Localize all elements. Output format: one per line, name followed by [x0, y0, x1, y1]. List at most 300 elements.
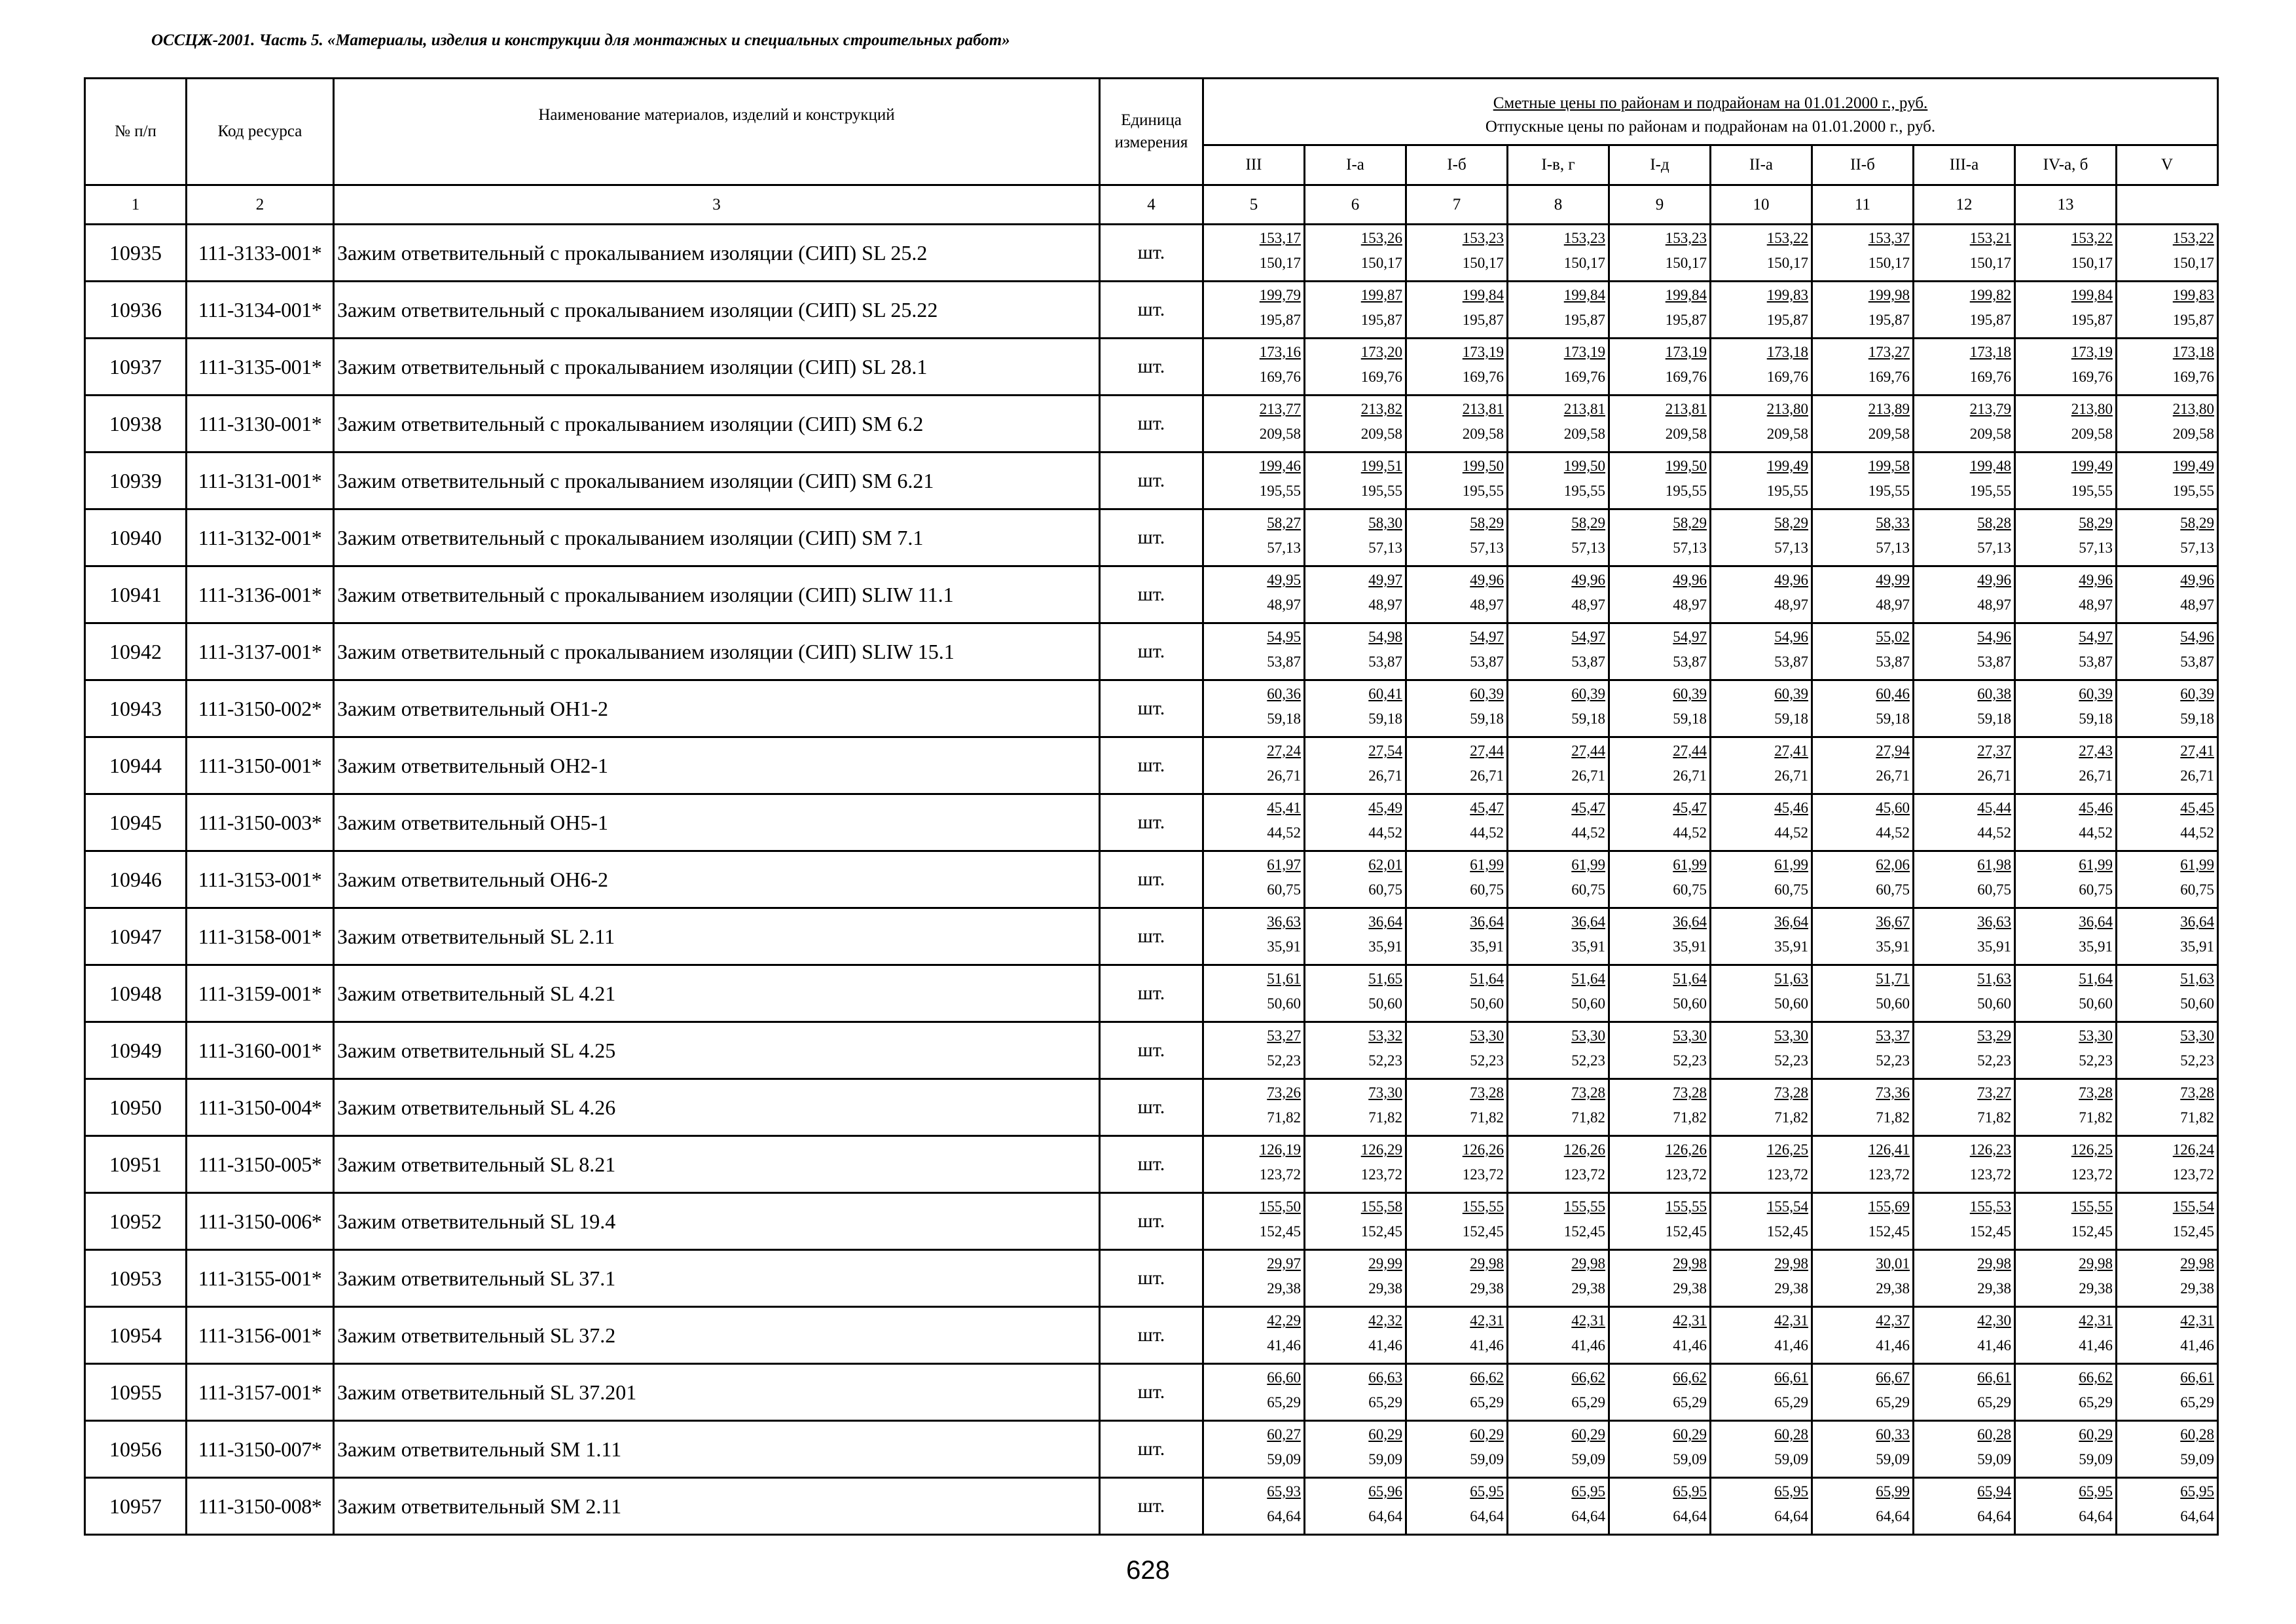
material-name: Зажим ответвительный SL 4.21 — [334, 965, 1100, 1022]
estimated-price: 27,44 — [1673, 743, 1707, 759]
price-cell — [1508, 623, 1609, 680]
price-cell — [1305, 339, 1406, 396]
price-cell — [2117, 965, 2218, 1022]
estimated-price: 29,98 — [1673, 1255, 1707, 1272]
release-price: 26,71 — [1673, 767, 1707, 784]
estimated-price: 45,45 — [2180, 800, 2215, 816]
release-price: 169,76 — [1969, 369, 2011, 385]
estimated-price: 42,31 — [1673, 1312, 1707, 1329]
release-price: 26,71 — [1977, 767, 2011, 784]
price-cell — [1406, 851, 1508, 908]
estimated-price: 155,53 — [1969, 1198, 2011, 1215]
resource-code: 111-3159-001* — [187, 965, 334, 1022]
estimated-price: 62,01 — [1368, 857, 1402, 873]
release-price: 64,64 — [1368, 1508, 1402, 1524]
estimated-price: 199,98 — [1868, 287, 1910, 303]
release-price: 195,87 — [2172, 312, 2215, 328]
unit: шт. — [1100, 1307, 1203, 1364]
release-price: 59,09 — [1977, 1451, 2011, 1467]
price-cell — [1203, 1307, 1305, 1364]
estimated-price: 60,39 — [1571, 686, 1605, 702]
estimated-price: 27,43 — [2079, 743, 2113, 759]
release-price: 41,46 — [2180, 1337, 2215, 1354]
header-prices-release: Отпускные цены по районам и подрайонам на 01.01.2000 г., руб. — [1485, 117, 1936, 136]
estimated-price: 45,46 — [2079, 800, 2113, 816]
release-price: 152,45 — [1766, 1223, 1808, 1240]
unit: шт. — [1100, 339, 1203, 396]
table-row — [85, 1307, 2218, 1364]
region-header: IV-а, б — [2015, 145, 2117, 185]
price-cell — [2117, 680, 2218, 737]
price-cell — [2117, 1136, 2218, 1193]
release-price: 169,76 — [1766, 369, 1808, 385]
unit: шт. — [1100, 1193, 1203, 1250]
release-price: 65,29 — [1673, 1394, 1707, 1411]
estimated-price: 45,47 — [1571, 800, 1605, 816]
price-cell — [1305, 1250, 1406, 1307]
release-price: 123,72 — [1563, 1166, 1605, 1183]
estimated-price: 65,95 — [1673, 1483, 1707, 1500]
price-cell — [1406, 282, 1508, 339]
price-cell — [1812, 282, 1914, 339]
release-price: 71,82 — [1470, 1109, 1504, 1126]
release-price: 60,75 — [1368, 881, 1402, 898]
price-cell — [2117, 851, 2218, 908]
price-cell — [1609, 1022, 1711, 1079]
unit: шт. — [1100, 1421, 1203, 1478]
price-cell — [1609, 1193, 1711, 1250]
estimated-price: 65,95 — [1571, 1483, 1605, 1500]
row-number: 10951 — [85, 1136, 187, 1193]
estimated-price: 55,02 — [1876, 629, 1910, 645]
price-cell — [2015, 566, 2117, 623]
price-cell — [1406, 452, 1508, 509]
estimated-price: 51,63 — [1774, 970, 1808, 987]
table-row — [85, 1136, 2218, 1193]
price-cell — [1203, 680, 1305, 737]
estimated-price: 53,37 — [1876, 1027, 1910, 1044]
estimated-price: 42,31 — [2079, 1312, 2113, 1329]
price-cell — [1203, 282, 1305, 339]
release-price: 48,97 — [1876, 597, 1910, 613]
release-price: 59,09 — [2180, 1451, 2215, 1467]
release-price: 59,18 — [2180, 710, 2215, 727]
release-price: 152,45 — [1969, 1223, 2011, 1240]
release-price: 35,91 — [1470, 938, 1504, 955]
price-cell — [1812, 225, 1914, 282]
estimated-price: 199,83 — [1766, 287, 1808, 303]
release-price: 152,45 — [1665, 1223, 1707, 1240]
price-cell — [1508, 908, 1609, 965]
release-price: 29,38 — [1470, 1280, 1504, 1297]
estimated-price: 199,84 — [1462, 287, 1504, 303]
estimated-price: 153,23 — [1665, 230, 1707, 246]
price-cell — [2117, 339, 2218, 396]
release-price: 71,82 — [1267, 1109, 1301, 1126]
region-header: II-а — [1711, 145, 1812, 185]
release-price: 29,38 — [1977, 1280, 2011, 1297]
price-cell — [2015, 908, 2117, 965]
unit: шт. — [1100, 566, 1203, 623]
release-price: 52,23 — [1470, 1052, 1504, 1069]
resource-code: 111-3150-006* — [187, 1193, 334, 1250]
estimated-price: 73,28 — [1470, 1084, 1504, 1101]
estimated-price: 199,49 — [1766, 458, 1808, 474]
price-cell — [1711, 1022, 1812, 1079]
row-number: 10950 — [85, 1079, 187, 1136]
material-name: Зажим ответвительный SL 8.21 — [334, 1136, 1100, 1193]
estimated-price: 126,29 — [1360, 1141, 1402, 1158]
release-price: 150,17 — [2071, 255, 2113, 271]
estimated-price: 36,64 — [1368, 913, 1402, 930]
material-name: Зажим ответвительный SM 2.11 — [334, 1478, 1100, 1535]
price-cell — [1812, 737, 1914, 794]
price-cell — [1203, 509, 1305, 566]
price-cell — [1711, 566, 1812, 623]
price-cell — [2015, 396, 2117, 452]
release-price: 150,17 — [1665, 255, 1707, 271]
price-cell — [1305, 452, 1406, 509]
release-price: 29,38 — [1368, 1280, 1402, 1297]
release-price: 123,72 — [2071, 1166, 2113, 1183]
estimated-price: 49,96 — [1774, 572, 1808, 588]
release-price: 50,60 — [1571, 995, 1605, 1012]
resource-code: 111-3150-008* — [187, 1478, 334, 1535]
material-name: Зажим ответвительный SM 1.11 — [334, 1421, 1100, 1478]
row-number: 10940 — [85, 509, 187, 566]
column-number: 9 — [1609, 185, 1711, 225]
column-number: 6 — [1305, 185, 1406, 225]
row-number: 10954 — [85, 1307, 187, 1364]
estimated-price: 60,41 — [1368, 686, 1402, 702]
estimated-price: 58,29 — [2079, 515, 2113, 531]
estimated-price: 173,20 — [1360, 344, 1402, 360]
release-price: 59,18 — [1368, 710, 1402, 727]
material-name: Зажим ответвительный SL 4.26 — [334, 1079, 1100, 1136]
price-cell — [1406, 737, 1508, 794]
table-row — [85, 225, 2218, 282]
estimated-price: 29,98 — [1774, 1255, 1808, 1272]
estimated-price: 65,95 — [1774, 1483, 1808, 1500]
release-price: 169,76 — [2071, 369, 2113, 385]
estimated-price: 66,62 — [1571, 1369, 1605, 1386]
unit: шт. — [1100, 1022, 1203, 1079]
release-price: 64,64 — [1267, 1508, 1301, 1524]
price-cell — [2117, 794, 2218, 851]
release-price: 64,64 — [1470, 1508, 1504, 1524]
price-cell — [2015, 1307, 2117, 1364]
estimated-price: 73,28 — [2180, 1084, 2215, 1101]
release-price: 152,45 — [1868, 1223, 1910, 1240]
material-name: Зажим ответвительный SL 37.1 — [334, 1250, 1100, 1307]
estimated-price: 27,54 — [1368, 743, 1402, 759]
estimated-price: 54,97 — [2079, 629, 2113, 645]
estimated-price: 60,28 — [2180, 1426, 2215, 1443]
release-price: 59,18 — [1977, 710, 2011, 727]
estimated-price: 49,99 — [1876, 572, 1910, 588]
estimated-price: 153,37 — [1868, 230, 1910, 246]
unit: шт. — [1100, 851, 1203, 908]
price-cell — [1508, 1250, 1609, 1307]
unit: шт. — [1100, 1478, 1203, 1535]
estimated-price: 53,27 — [1267, 1027, 1301, 1044]
resource-code: 111-3157-001* — [187, 1364, 334, 1421]
header-unit: Единица измерения — [1100, 79, 1203, 185]
price-cell — [1812, 1250, 1914, 1307]
estimated-price: 60,39 — [2180, 686, 2215, 702]
price-cell — [1609, 396, 1711, 452]
price-table — [84, 77, 2219, 1536]
release-price: 169,76 — [1462, 369, 1504, 385]
release-price: 150,17 — [1766, 255, 1808, 271]
price-cell — [1508, 1136, 1609, 1193]
price-cell — [1609, 225, 1711, 282]
region-header: I-д — [1609, 145, 1711, 185]
release-price: 44,52 — [1571, 824, 1605, 841]
estimated-price: 153,22 — [2172, 230, 2215, 246]
estimated-price: 36,64 — [1470, 913, 1504, 930]
price-cell — [1305, 1307, 1406, 1364]
table-row — [85, 452, 2218, 509]
price-cell — [1508, 737, 1609, 794]
estimated-price: 49,96 — [1673, 572, 1707, 588]
estimated-price: 27,44 — [1470, 743, 1504, 759]
resource-code: 111-3150-005* — [187, 1136, 334, 1193]
price-cell — [1508, 566, 1609, 623]
price-cell — [1914, 1478, 2015, 1535]
release-price: 57,13 — [1774, 540, 1808, 556]
release-price: 53,87 — [1774, 654, 1808, 670]
release-price: 195,55 — [2172, 483, 2215, 499]
price-cell — [1609, 794, 1711, 851]
estimated-price: 29,98 — [2079, 1255, 2113, 1272]
row-number: 10938 — [85, 396, 187, 452]
release-price: 48,97 — [1977, 597, 2011, 613]
estimated-price: 42,31 — [1571, 1312, 1605, 1329]
release-price: 195,87 — [1259, 312, 1301, 328]
release-price: 169,76 — [1868, 369, 1910, 385]
estimated-price: 45,47 — [1470, 800, 1504, 816]
release-price: 48,97 — [1571, 597, 1605, 613]
release-price: 29,38 — [2180, 1280, 2215, 1297]
estimated-price: 53,30 — [2180, 1027, 2215, 1044]
release-price: 64,64 — [1977, 1508, 2011, 1524]
estimated-price: 58,27 — [1267, 515, 1301, 531]
price-cell — [1914, 908, 2015, 965]
estimated-price: 61,97 — [1267, 857, 1301, 873]
release-price: 64,64 — [1571, 1508, 1605, 1524]
estimated-price: 126,19 — [1259, 1141, 1301, 1158]
material-name: Зажим ответвительный с прокалыванием изоляции (СИП) SL 28.1 — [334, 339, 1100, 396]
estimated-price: 155,54 — [2172, 1198, 2215, 1215]
release-price: 44,52 — [1673, 824, 1707, 841]
table-row — [85, 680, 2218, 737]
unit: шт. — [1100, 1136, 1203, 1193]
release-price: 59,18 — [1267, 710, 1301, 727]
estimated-price: 153,23 — [1462, 230, 1504, 246]
release-price: 52,23 — [1977, 1052, 2011, 1069]
table-row — [85, 566, 2218, 623]
price-cell — [1914, 623, 2015, 680]
resource-code: 111-3155-001* — [187, 1250, 334, 1307]
estimated-price: 58,28 — [1977, 515, 2011, 531]
price-cell — [1508, 1364, 1609, 1421]
release-price: 41,46 — [1774, 1337, 1808, 1354]
price-cell — [1508, 1079, 1609, 1136]
material-name: Зажим ответвительный SL 37.201 — [334, 1364, 1100, 1421]
estimated-price: 49,96 — [1977, 572, 2011, 588]
price-cell — [1914, 566, 2015, 623]
release-price: 35,91 — [1876, 938, 1910, 955]
estimated-price: 27,41 — [1774, 743, 1808, 759]
price-cell — [2015, 225, 2117, 282]
price-cell — [1609, 1250, 1711, 1307]
release-price: 123,72 — [1969, 1166, 2011, 1183]
price-cell — [1305, 794, 1406, 851]
price-cell — [1812, 794, 1914, 851]
release-price: 152,45 — [1259, 1223, 1301, 1240]
estimated-price: 155,55 — [1665, 1198, 1707, 1215]
row-number: 10939 — [85, 452, 187, 509]
price-cell — [1203, 225, 1305, 282]
price-cell — [1203, 908, 1305, 965]
resource-code: 111-3150-002* — [187, 680, 334, 737]
estimated-price: 45,60 — [1876, 800, 1910, 816]
estimated-price: 51,65 — [1368, 970, 1402, 987]
price-cell — [1508, 680, 1609, 737]
estimated-price: 51,63 — [1977, 970, 2011, 987]
estimated-price: 60,29 — [1470, 1426, 1504, 1443]
release-price: 35,91 — [1368, 938, 1402, 955]
release-price: 59,09 — [1774, 1451, 1808, 1467]
estimated-price: 199,84 — [1665, 287, 1707, 303]
release-price: 35,91 — [2180, 938, 2215, 955]
estimated-price: 73,26 — [1267, 1084, 1301, 1101]
release-price: 169,76 — [1665, 369, 1707, 385]
resource-code: 111-3160-001* — [187, 1022, 334, 1079]
release-price: 71,82 — [1876, 1109, 1910, 1126]
price-cell — [1711, 1250, 1812, 1307]
estimated-price: 155,55 — [2071, 1198, 2113, 1215]
estimated-price: 213,81 — [1665, 401, 1707, 417]
material-name: Зажим ответвительный ОН2-1 — [334, 737, 1100, 794]
estimated-price: 29,98 — [1470, 1255, 1504, 1272]
estimated-price: 45,47 — [1673, 800, 1707, 816]
price-cell — [1812, 509, 1914, 566]
price-cell — [1711, 225, 1812, 282]
estimated-price: 199,58 — [1868, 458, 1910, 474]
estimated-price: 66,61 — [1774, 1369, 1808, 1386]
table-row — [85, 339, 2218, 396]
estimated-price: 54,96 — [1977, 629, 2011, 645]
price-cell — [2117, 623, 2218, 680]
release-price: 35,91 — [1571, 938, 1605, 955]
estimated-price: 42,30 — [1977, 1312, 2011, 1329]
unit: шт. — [1100, 680, 1203, 737]
release-price: 71,82 — [2079, 1109, 2113, 1126]
estimated-price: 60,39 — [1470, 686, 1504, 702]
release-price: 44,52 — [1876, 824, 1910, 841]
row-number: 10952 — [85, 1193, 187, 1250]
release-price: 150,17 — [1563, 255, 1605, 271]
price-cell — [1914, 965, 2015, 1022]
price-cell — [1305, 282, 1406, 339]
release-price: 50,60 — [1368, 995, 1402, 1012]
price-cell — [1914, 1193, 2015, 1250]
price-cell — [1305, 396, 1406, 452]
release-price: 152,45 — [1563, 1223, 1605, 1240]
estimated-price: 60,29 — [1673, 1426, 1707, 1443]
price-cell — [1711, 908, 1812, 965]
material-name: Зажим ответвительный с прокалыванием изоляции (СИП) SLIW 11.1 — [334, 566, 1100, 623]
estimated-price: 29,97 — [1267, 1255, 1301, 1272]
release-price: 57,13 — [2079, 540, 2113, 556]
estimated-price: 29,98 — [2180, 1255, 2215, 1272]
release-price: 57,13 — [1470, 540, 1504, 556]
price-cell — [1305, 1136, 1406, 1193]
estimated-price: 173,18 — [1766, 344, 1808, 360]
header-prices-estimated: Сметные цены по районам и подрайонам на 01.01.2000 г., руб. — [1493, 94, 1928, 112]
price-cell — [1305, 908, 1406, 965]
release-price: 195,55 — [1563, 483, 1605, 499]
estimated-price: 27,94 — [1876, 743, 1910, 759]
estimated-price: 54,97 — [1673, 629, 1707, 645]
price-cell — [2117, 1079, 2218, 1136]
column-number: 11 — [1812, 185, 1914, 225]
estimated-price: 126,24 — [2172, 1141, 2215, 1158]
unit: шт. — [1100, 623, 1203, 680]
release-price: 195,55 — [2071, 483, 2113, 499]
price-cell — [1203, 737, 1305, 794]
release-price: 71,82 — [1368, 1109, 1402, 1126]
price-cell — [1812, 851, 1914, 908]
estimated-price: 153,17 — [1259, 230, 1301, 246]
release-price: 35,91 — [1774, 938, 1808, 955]
row-number: 10948 — [85, 965, 187, 1022]
release-price: 152,45 — [1360, 1223, 1402, 1240]
price-cell — [1203, 396, 1305, 452]
estimated-price: 173,19 — [1563, 344, 1605, 360]
release-price: 123,72 — [1868, 1166, 1910, 1183]
price-cell — [1406, 339, 1508, 396]
price-cell — [1406, 1136, 1508, 1193]
price-cell — [2117, 282, 2218, 339]
release-price: 169,76 — [1563, 369, 1605, 385]
release-price: 65,29 — [1571, 1394, 1605, 1411]
release-price: 123,72 — [1259, 1166, 1301, 1183]
release-price: 195,55 — [1360, 483, 1402, 499]
release-price: 60,75 — [1470, 881, 1504, 898]
estimated-price: 54,98 — [1368, 629, 1402, 645]
estimated-price: 126,23 — [1969, 1141, 2011, 1158]
estimated-price: 61,99 — [2079, 857, 2113, 873]
price-cell — [2015, 1193, 2117, 1250]
release-price: 44,52 — [1774, 824, 1808, 841]
release-price: 209,58 — [1563, 426, 1605, 442]
price-cell — [2015, 737, 2117, 794]
estimated-price: 153,23 — [1563, 230, 1605, 246]
estimated-price: 66,61 — [1977, 1369, 2011, 1386]
estimated-price: 199,46 — [1259, 458, 1301, 474]
release-price: 71,82 — [1977, 1109, 2011, 1126]
estimated-price: 66,62 — [1673, 1369, 1707, 1386]
estimated-price: 173,16 — [1259, 344, 1301, 360]
row-number: 10953 — [85, 1250, 187, 1307]
price-cell — [1305, 509, 1406, 566]
estimated-price: 61,98 — [1977, 857, 2011, 873]
table-row — [85, 1421, 2218, 1478]
estimated-price: 155,55 — [1462, 1198, 1504, 1215]
